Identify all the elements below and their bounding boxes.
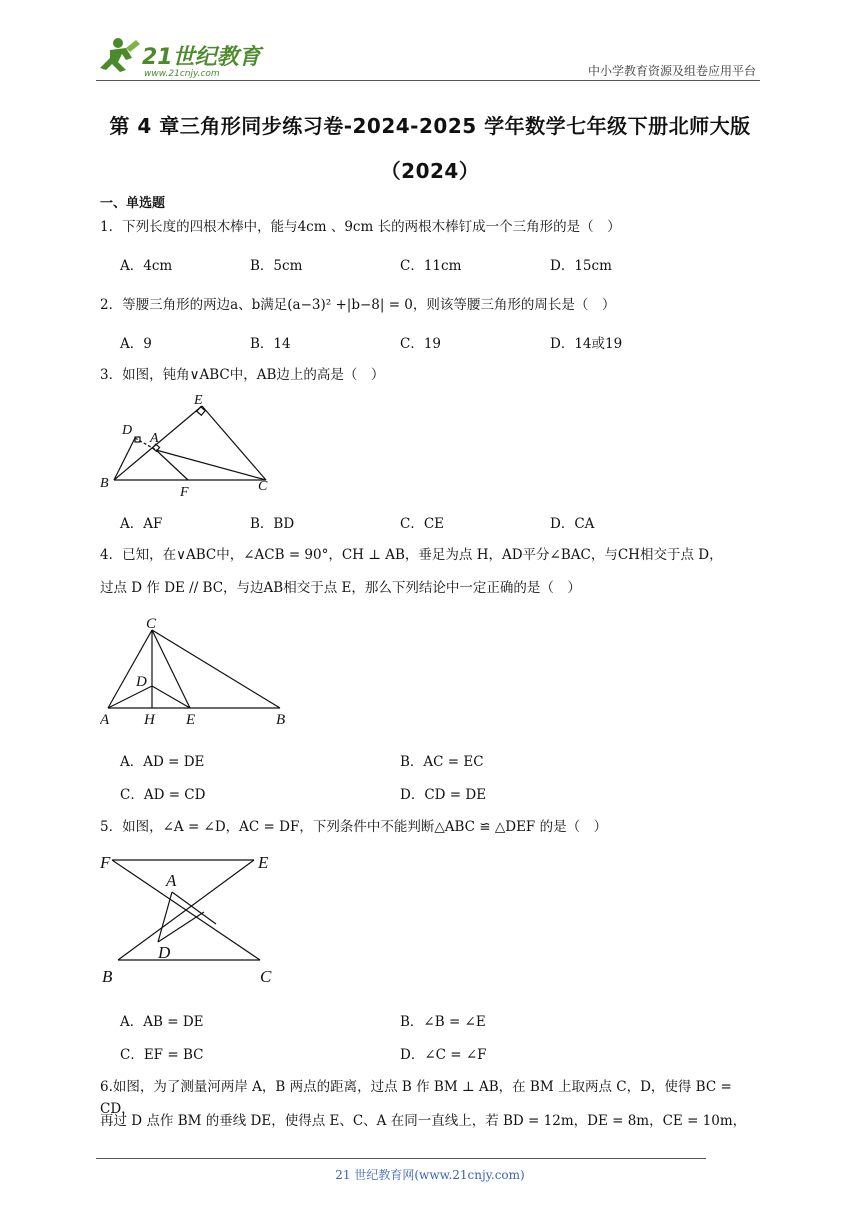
q5-label-e: E <box>258 853 269 872</box>
q5-option-d[interactable]: D．∠C = ∠F <box>400 1047 487 1063</box>
q3-option-a[interactable]: A．AF <box>120 516 163 532</box>
q5-figure <box>100 848 290 992</box>
q1-option-a[interactable]: A．4cm <box>120 258 173 274</box>
q5-label-d: D <box>158 943 171 962</box>
q2-option-d[interactable]: D．14或19 <box>550 336 623 352</box>
q4-option-b[interactable]: B．AC = EC <box>400 754 484 770</box>
q2-option-c[interactable]: C．19 <box>400 336 442 352</box>
site-logo <box>96 36 266 80</box>
q4-option-a[interactable]: A．AD = DE <box>120 754 205 770</box>
q4-option-c[interactable]: C．AD = CD <box>120 787 206 803</box>
q3-option-c[interactable]: C．CE <box>400 516 445 532</box>
q5-option-b[interactable]: B．∠B = ∠E <box>400 1014 486 1030</box>
header-tagline: 中小学教育资源及组卷应用平台 <box>587 64 756 78</box>
question-5-text: 5．如图，∠A = ∠D，AC = DF，下列条件中不能判断△ABC ≌ △DEF 的是（ ） <box>100 819 608 835</box>
q4-option-d[interactable]: D．CD = DE <box>400 787 487 803</box>
q3-label-a: A <box>150 431 159 446</box>
logo-url: www.21cnjy.com <box>144 69 220 79</box>
page-subtitle: （2024） <box>380 159 480 183</box>
question-4-text-line2: 过点 D 作 DE // BC，与边AB相交于点 E，那么下列结论中一定正确的是（ ） <box>100 580 581 596</box>
q1-option-b[interactable]: B．5cm <box>250 258 303 274</box>
question-2-text: 2．等腰三角形的两边a、b满足(a−3)² +|b−8| = 0，则该等腰三角形的周长是（ ） <box>100 297 616 313</box>
footer-link[interactable]: 21 世纪教育网(www.21cnjy.com) <box>335 1168 525 1182</box>
footer-divider <box>96 1158 706 1159</box>
q5-label-a: A <box>166 871 177 890</box>
question-4-text-line1: 4．已知，在∨ABC中，∠ACB = 90°，CH ⊥ AB，垂足为点 H，AD平分∠BAC，与CH相交于点 D， <box>100 547 723 563</box>
q3-label-b: B <box>100 476 109 491</box>
q4-figure <box>100 614 300 730</box>
q4-label-c: C <box>146 616 157 632</box>
question-3-text: 3．如图，钝角∨ABC中，AB边上的高是（ ） <box>100 367 385 383</box>
q1-option-c[interactable]: C．11cm <box>400 258 462 274</box>
question-6-text-line2: 再过 D 点作 BM 的垂线 DE，使得点 E、C、A 在同一直线上，若 BD = 12m，DE = 8m，CE = 10m， <box>100 1113 747 1129</box>
q5-option-c[interactable]: C．EF = BC <box>120 1047 204 1063</box>
q4-label-e: E <box>186 712 196 726</box>
q4-label-h: H <box>144 712 155 726</box>
q5-option-a[interactable]: A．AB = DE <box>120 1014 204 1030</box>
q2-option-b[interactable]: B．14 <box>250 336 291 352</box>
q5-label-c: C <box>260 967 272 986</box>
header-divider <box>96 80 760 81</box>
question-1-text: 1．下列长度的四根木棒中，能与4cm 、9cm 长的两根木棒钉成一个三角形的是（ ） <box>100 219 621 235</box>
q3-label-f: F <box>180 485 189 500</box>
page-title: 第 4 章三角形同步练习卷-2024-2025 学年数学七年级下册北师大版 <box>109 114 751 138</box>
q3-figure <box>100 392 280 506</box>
q3-label-c: C <box>258 479 268 494</box>
q5-label-b: B <box>102 967 113 986</box>
q4-label-a: A <box>100 712 110 726</box>
logo-text: 21世纪教育 <box>142 45 261 70</box>
q3-label-d: D <box>122 423 133 438</box>
question-6-text-line1: 6.如图，为了测量河两岸 A，B 两点的距离，过点 B 作 BM ⊥ AB，在 BM 上取两点 C，D，使得 BC = CD， <box>100 1079 732 1117</box>
q5-label-f: F <box>100 853 111 872</box>
q1-option-d[interactable]: D．15cm <box>550 258 612 274</box>
q4-label-b: B <box>276 712 286 726</box>
q3-option-b[interactable]: B．BD <box>250 516 295 532</box>
section-heading: 一、单选题 <box>100 196 166 211</box>
q4-label-d: D <box>136 674 147 690</box>
q2-option-a[interactable]: A．9 <box>120 336 152 352</box>
q3-label-e: E <box>194 393 203 408</box>
q3-option-d[interactable]: D．CA <box>550 516 595 532</box>
